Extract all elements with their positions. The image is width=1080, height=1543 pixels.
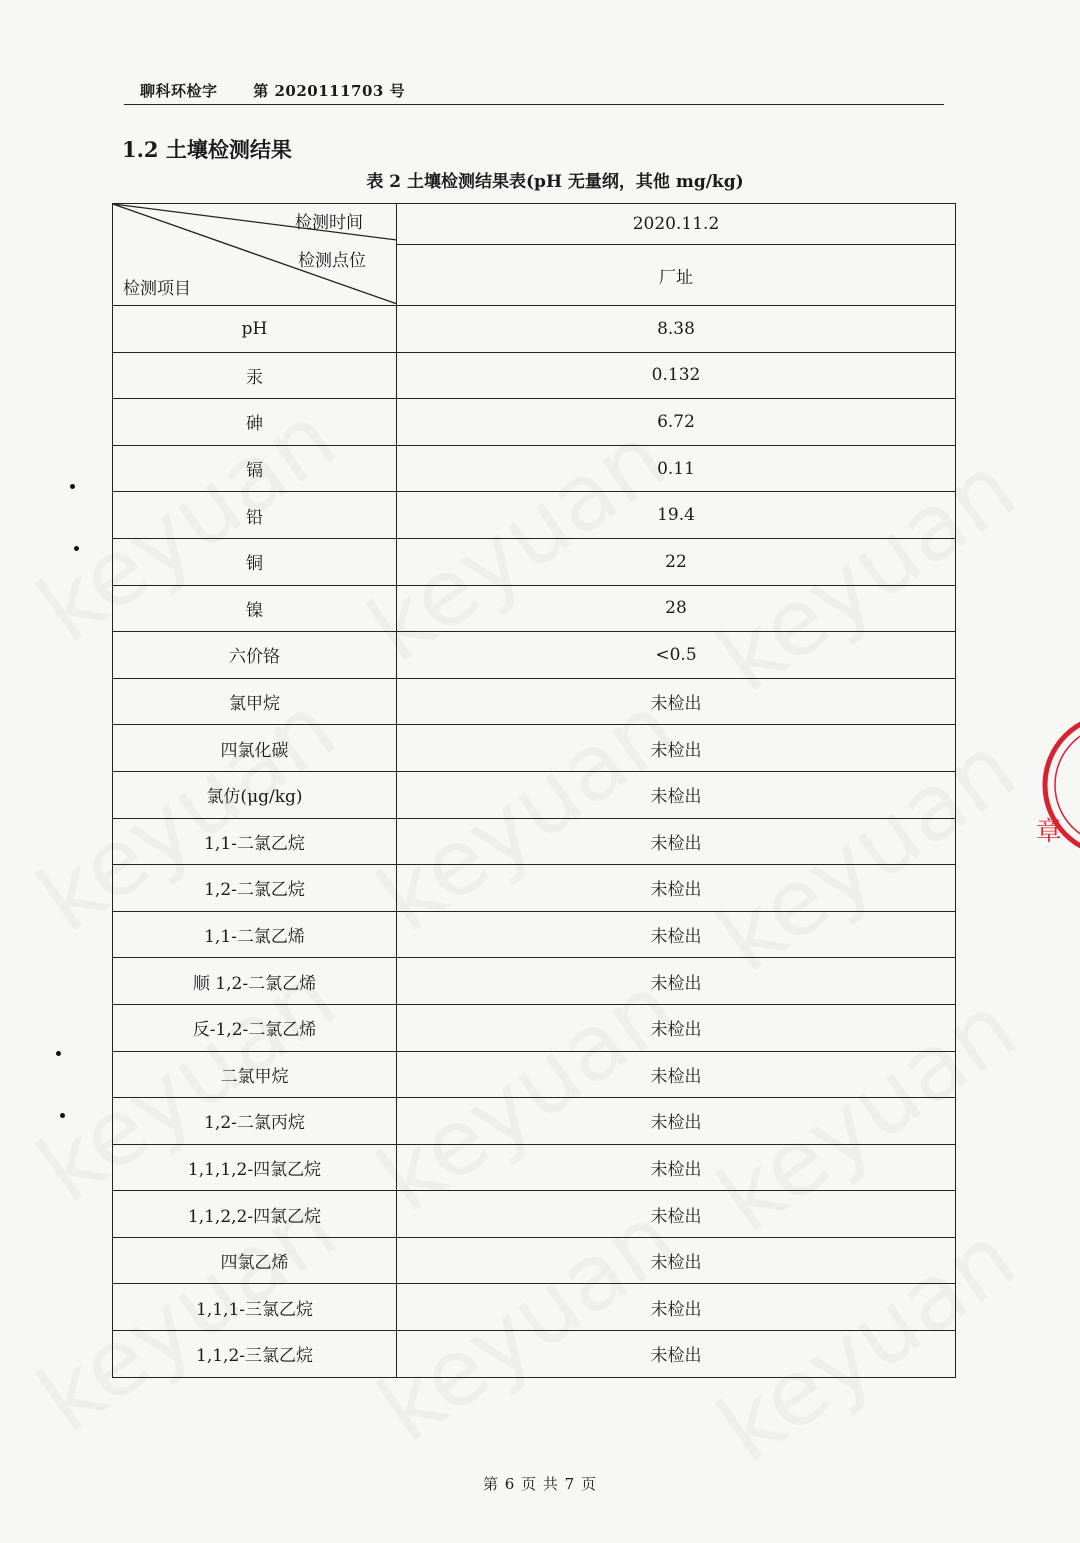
section-title: 1.2 土壤检测结果 (122, 137, 292, 162)
item-name: 1,1-二氯乙烷 (113, 818, 397, 865)
page-footer: 第 6 页 共 7 页 (483, 1475, 597, 1493)
item-value: 0.132 (397, 352, 956, 399)
item-name: 氯仿(μg/kg) (113, 771, 397, 818)
item-name: 氯甲烷 (113, 678, 397, 725)
report-header (140, 80, 405, 101)
site-cell: 厂址 (397, 245, 956, 306)
margin-dot (70, 484, 75, 489)
table-row (113, 958, 956, 1005)
table-row (113, 911, 956, 958)
table-row (113, 632, 956, 679)
item-value: 6.72 (397, 399, 956, 446)
table-row (113, 1004, 956, 1051)
item-name: pH (113, 306, 397, 353)
table-row (113, 1237, 956, 1284)
item-name: 反-1,2-二氯乙烯 (113, 1004, 397, 1051)
item-value: 未检出 (397, 865, 956, 912)
item-value: 19.4 (397, 492, 956, 539)
item-name: 六价铬 (113, 632, 397, 679)
item-value: <0.5 (397, 632, 956, 679)
table-row (113, 1284, 956, 1331)
item-value: 8.38 (397, 306, 956, 353)
table-row (113, 1144, 956, 1191)
table-row (113, 492, 956, 539)
header-time-label: 检测时间 (295, 213, 363, 233)
header-site-label: 检测点位 (298, 251, 366, 271)
results-table (112, 203, 956, 1378)
table-row (113, 725, 956, 772)
item-name: 镍 (113, 585, 397, 632)
table-row (113, 771, 956, 818)
table-row (113, 352, 956, 399)
table-row (113, 585, 956, 632)
item-name: 1,1-二氯乙烯 (113, 911, 397, 958)
item-value: 未检出 (397, 678, 956, 725)
table-row (113, 445, 956, 492)
item-value: 未检出 (397, 771, 956, 818)
date-cell: 2020.11.2 (397, 204, 956, 245)
table-row (113, 538, 956, 585)
table-row (113, 1051, 956, 1098)
item-value: 未检出 (397, 1284, 956, 1331)
org-code: 聊科环检字 (140, 82, 218, 100)
item-name: 1,1,2,2-四氯乙烷 (113, 1191, 397, 1238)
item-name: 铜 (113, 538, 397, 585)
header-rule (124, 104, 944, 105)
item-name: 砷 (113, 399, 397, 446)
item-name: 1,1,1,2-四氯乙烷 (113, 1144, 397, 1191)
item-value: 未检出 (397, 958, 956, 1005)
table-row (113, 678, 956, 725)
item-value: 未检出 (397, 911, 956, 958)
official-stamp (1030, 700, 1080, 870)
item-value: 未检出 (397, 818, 956, 865)
item-name: 顺 1,2-二氯乙烯 (113, 958, 397, 1005)
table-caption: 表 2 土壤检测结果表(pH 无量纲，其他 mg/kg) (366, 172, 744, 192)
diagonal-header-cell (113, 204, 397, 306)
margin-dot (74, 546, 79, 551)
stamp-char: 章 (1036, 817, 1063, 847)
table-row (113, 818, 956, 865)
item-value: 未检出 (397, 1004, 956, 1051)
item-name: 1,1,1-三氯乙烷 (113, 1284, 397, 1331)
item-name: 1,2-二氯丙烷 (113, 1098, 397, 1145)
item-name: 铅 (113, 492, 397, 539)
item-name: 四氯乙烯 (113, 1237, 397, 1284)
item-value: 未检出 (397, 1144, 956, 1191)
item-value: 28 (397, 585, 956, 632)
item-value: 未检出 (397, 1191, 956, 1238)
header-item-label: 检测项目 (123, 279, 191, 299)
item-value: 未检出 (397, 1051, 956, 1098)
margin-dot (56, 1051, 61, 1056)
item-name: 1,1,2-三氯乙烷 (113, 1331, 397, 1378)
item-value: 22 (397, 538, 956, 585)
margin-dot (60, 1113, 65, 1118)
item-value: 未检出 (397, 1098, 956, 1145)
item-value: 未检出 (397, 1237, 956, 1284)
table-row (113, 1098, 956, 1145)
table-row (113, 306, 956, 353)
table-row (113, 865, 956, 912)
item-name: 二氯甲烷 (113, 1051, 397, 1098)
item-name: 镉 (113, 445, 397, 492)
item-value: 未检出 (397, 725, 956, 772)
table-row (113, 399, 956, 446)
table-row (113, 1331, 956, 1378)
item-name: 四氯化碳 (113, 725, 397, 772)
item-value: 未检出 (397, 1331, 956, 1378)
item-value: 0.11 (397, 445, 956, 492)
item-name: 1,2-二氯乙烷 (113, 865, 397, 912)
table-row (113, 1191, 956, 1238)
item-name: 汞 (113, 352, 397, 399)
report-number: 第 2020111703 号 (253, 82, 406, 100)
